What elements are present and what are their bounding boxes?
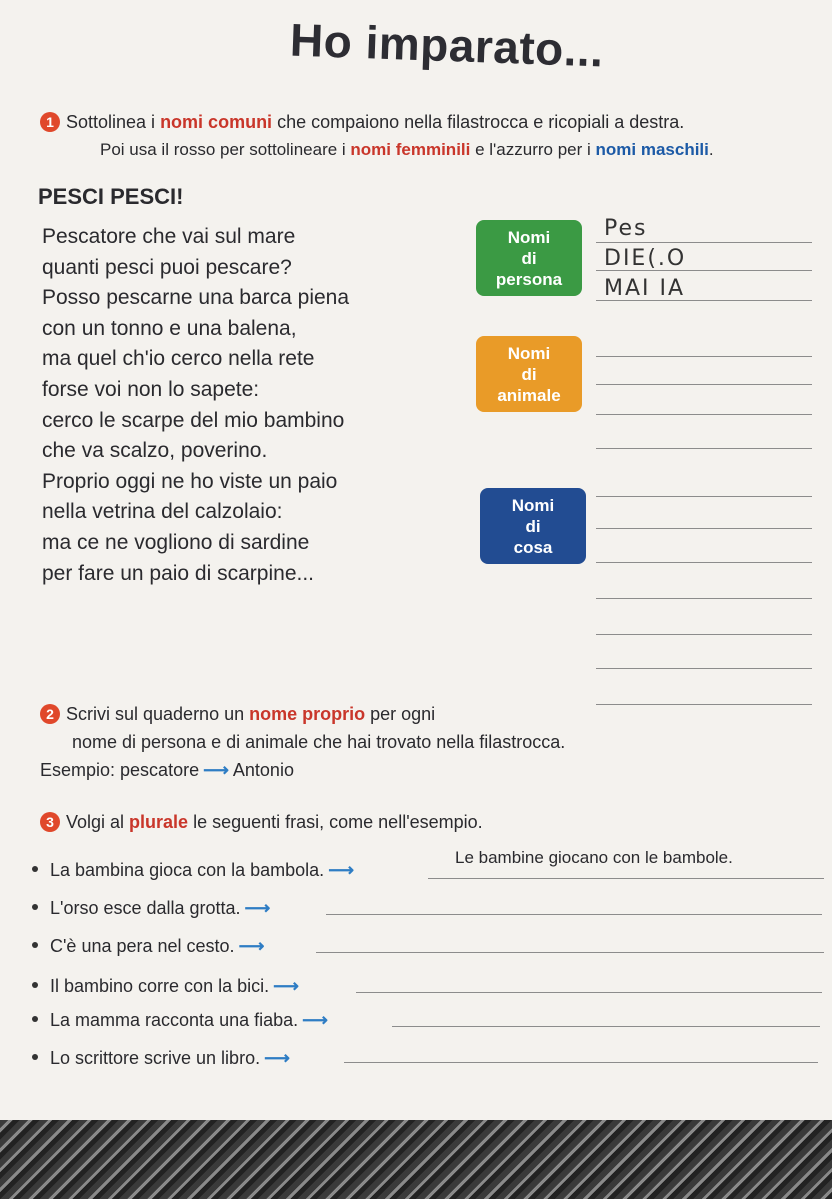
poem-line: ma ce ne vogliono di sardine xyxy=(42,530,310,554)
answer-line[interactable] xyxy=(596,528,812,529)
poem-line: Pescatore che vai sul mare xyxy=(42,225,296,248)
poem-line: nella vetrina del calzolaio: xyxy=(42,500,283,524)
exercise2-instruction-line1: 2 Scrivi sul quaderno un nome proprio per ogni xyxy=(40,702,435,726)
poem xyxy=(42,222,349,589)
poem-line: Proprio oggi ne ho viste un paio xyxy=(42,469,338,493)
exercise3-answer: Le bambine giocano con le bambole. xyxy=(455,848,733,867)
answer-line[interactable] xyxy=(596,634,812,635)
arrow-right-icon: ⟶ xyxy=(328,860,354,880)
arrow-right-icon: ⟶ xyxy=(302,1010,328,1030)
poem-line: forse voi non lo sapete: xyxy=(42,377,260,401)
exercise3-item: C'è una pera nel cesto. ⟶ xyxy=(32,936,268,957)
arrow-right-icon: ⟶ xyxy=(203,760,229,780)
exercise1-instruction-line2: Poi usa il rosso per sottolineare i nomi femminili e l'azzurro per i nomi maschili. xyxy=(100,140,714,159)
exercise1-instruction-line1: 1 Sottolinea i nomi comuni che compaiono nella filastrocca e ricopiali a destra. xyxy=(40,110,684,134)
poem-line: ma quel ch'io cerco nella rete xyxy=(42,347,315,371)
poem-title: PESCI PESCI! xyxy=(38,184,184,209)
answer-line[interactable] xyxy=(596,448,812,449)
example: Esempio: pescatore ⟶ Antonio xyxy=(40,760,294,780)
exercise3-item: Lo scrittore scrive un libro. ⟶ xyxy=(32,1048,294,1069)
answer-line[interactable] xyxy=(596,496,812,497)
exercise1-number: 1 xyxy=(40,112,60,132)
exercise3-item: L'orso esce dalla grotta. ⟶ xyxy=(32,898,274,919)
exercise3-number: 3 xyxy=(40,812,60,832)
answer-line[interactable] xyxy=(596,562,812,563)
answer-line[interactable] xyxy=(596,704,812,705)
category-badge-cosa: Nomi di cosa xyxy=(480,488,586,564)
arrow-right-icon: ⟶ xyxy=(264,1048,290,1068)
table-surface xyxy=(0,1120,832,1199)
handwritten-answer: DIE(.O xyxy=(604,246,687,271)
exercise2-number: 2 xyxy=(40,704,60,724)
exercise3-answer-line[interactable] xyxy=(428,878,824,879)
poem-line: per fare un paio di scarpine... xyxy=(42,561,314,585)
poem-line: Posso pescarne una barca piena xyxy=(42,286,350,310)
exercise3-item: La mamma racconta una fiaba. ⟶ xyxy=(32,1010,332,1031)
exercise3-answer-line[interactable] xyxy=(392,1026,820,1027)
arrow-right-icon: ⟶ xyxy=(273,976,299,996)
answer-line[interactable] xyxy=(596,668,812,669)
answer-line[interactable] xyxy=(596,242,812,243)
exercise3-answer-line[interactable] xyxy=(326,914,822,915)
answer-line[interactable] xyxy=(596,598,812,599)
arrow-right-icon: ⟶ xyxy=(238,936,265,956)
poem-line: quanti pesci puoi pescare? xyxy=(42,255,292,279)
exercise3-answer-line[interactable] xyxy=(316,952,824,953)
exercise3-item: Il bambino corre con la bici. ⟶ xyxy=(32,976,303,997)
exercise3-answer-line[interactable] xyxy=(344,1062,818,1063)
poem-line: cerco le scarpe del mio bambino xyxy=(42,408,345,432)
answer-line[interactable] xyxy=(596,384,812,385)
exercise2-instruction-line2: nome di persona e di animale che hai trovato nella filastrocca. xyxy=(72,732,566,752)
arrow-right-icon: ⟶ xyxy=(244,898,271,918)
exercise3-answer-line[interactable] xyxy=(356,992,822,993)
category-badge-persona: Nomi di persona xyxy=(476,220,582,296)
poem-line: con un tonno e una balena, xyxy=(42,316,297,340)
category-badge-animale: Nomi di animale xyxy=(476,336,582,412)
handwritten-answer: MAI IA xyxy=(604,276,686,301)
answer-line[interactable] xyxy=(596,356,812,357)
exercise3-instruction: 3 Volgi al plurale le seguenti frasi, come nell'esempio. xyxy=(40,810,483,834)
answer-line[interactable] xyxy=(596,414,812,415)
exercise3-item: La bambina gioca con la bambola. ⟶ xyxy=(32,860,358,881)
handwritten-answer: Pes xyxy=(604,216,648,241)
poem-line: che va scalzo, poverino. xyxy=(42,439,268,463)
page-title: Ho imparato... xyxy=(289,13,605,77)
